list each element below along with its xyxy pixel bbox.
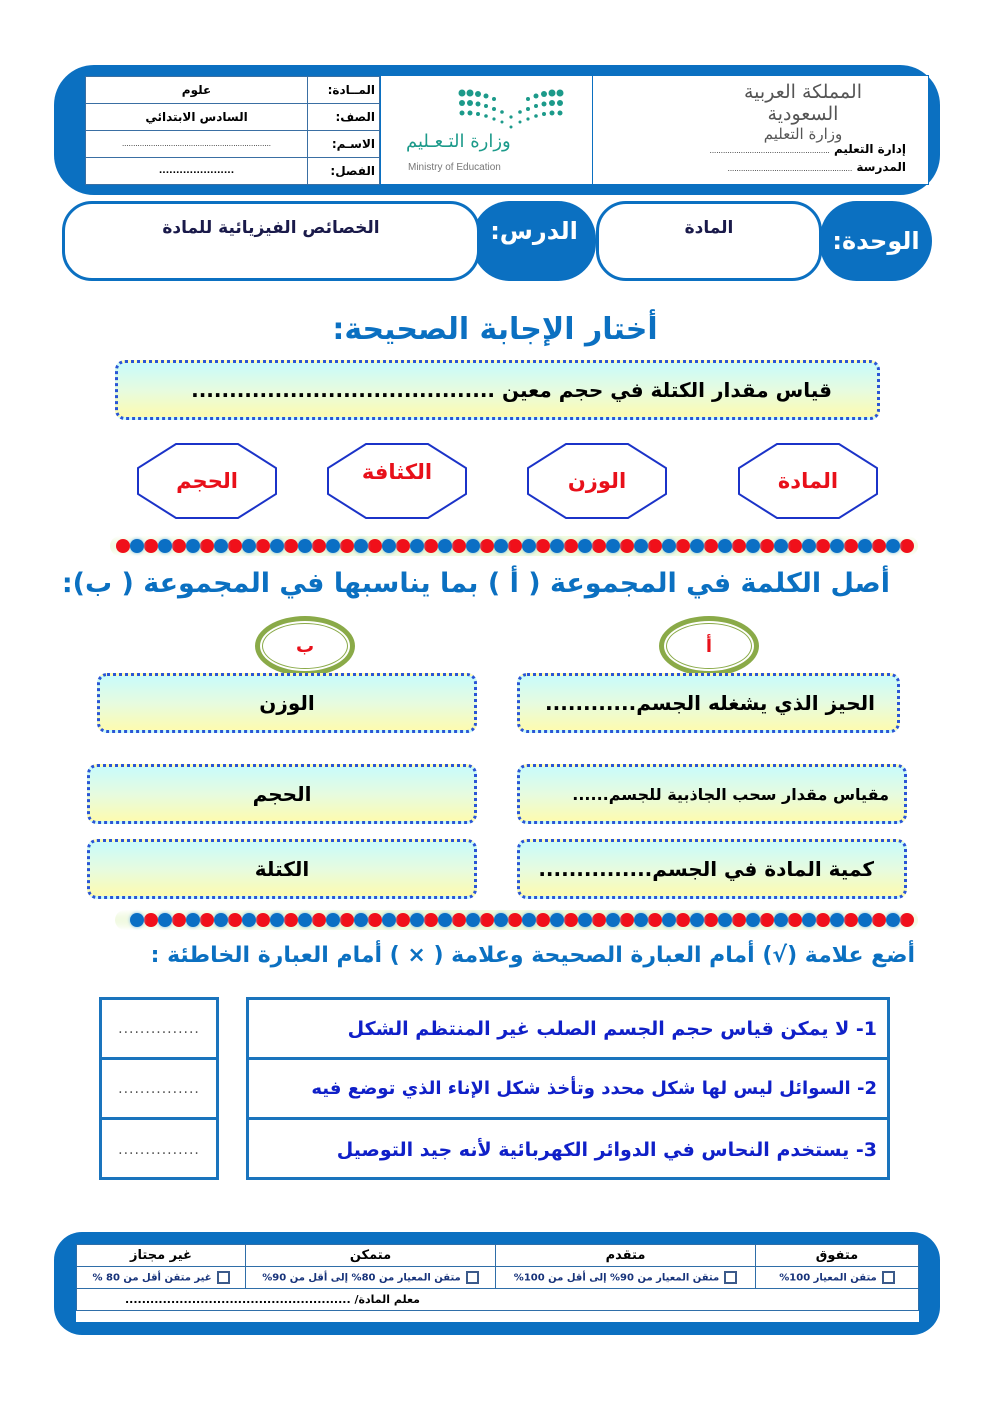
bead-dot [620,913,634,927]
bead-dot [312,913,326,927]
level-proficient: متمكن [246,1245,496,1267]
bead-dot [326,913,340,927]
education-admin-field[interactable]: ...................................................... [709,147,830,155]
level-excellent: متفوق [756,1245,919,1267]
bead-dot [186,539,200,553]
statement-row-1 [249,1000,887,1060]
bead-dot [564,539,578,553]
bead-dot [172,539,186,553]
assessment-table [75,1243,920,1323]
lesson-label: الدرس: [490,217,578,245]
group-b-item-2[interactable] [87,764,477,824]
bead-dot [788,539,802,553]
bead-dot [256,913,270,927]
unit-label-pill [820,201,932,281]
bead-dot [858,913,872,927]
bead-dot [172,913,186,927]
assessment-footer [54,1232,940,1335]
unit-label: الوحدة: [832,227,920,255]
bead-dot [746,913,760,927]
ministry-name-arabic: وزارة التـعـليم [406,131,511,152]
bead-dot [634,539,648,553]
bead-dot [746,539,760,553]
group-a-item-1[interactable] [517,673,900,733]
bead-dot [200,913,214,927]
choice-matter[interactable] [737,442,879,520]
bead-dot [900,539,914,553]
info-row-name [86,131,380,158]
bead-dot [802,913,816,927]
bead-dot [242,539,256,553]
bead-dot [214,539,228,553]
bead-dot [606,913,620,927]
bead-dot [354,913,368,927]
grade-label: الصف: [308,104,380,131]
bead-dot [494,539,508,553]
bead-dot [368,539,382,553]
criterion-text: متقن المعيار من 80% إلى أقل من 90% [262,1272,461,1284]
bead-dot [662,913,676,927]
section1-question-box [115,360,880,420]
answer-field-1[interactable]: ............... [102,1000,216,1060]
teacher-row [77,1289,919,1311]
bead-dot [760,913,774,927]
bead-dot [648,913,662,927]
lesson-value-box [62,201,480,281]
group-b-label: ب [295,635,315,657]
header-inner [84,75,929,185]
lesson-value: الخصائص الفيزيائية للمادة [162,218,380,238]
bead-dot [228,539,242,553]
kingdom-name: المملكة العربية السعودية [744,81,862,125]
criteria-row [77,1267,919,1289]
bead-dot [116,539,130,553]
ministry-name-english: Ministry of Education [408,162,501,173]
section2-title: أصل الكلمة في المجموعة ( أ ) بما يناسبها في المجموعة ( ب): [61,568,890,599]
bead-divider [115,910,918,930]
bead-dot [802,539,816,553]
bead-dot [340,539,354,553]
bead-dot [522,539,536,553]
bead-dot [606,539,620,553]
bead-dot [900,913,914,927]
choice-density[interactable] [326,442,468,520]
unit-value-box [596,201,822,281]
bead-dot [872,913,886,927]
school-line [728,160,906,174]
statement-text: 1- لا يمكن قياس حجم الجسم الصلب غير المنتظم الشكل [347,1017,877,1040]
bead-dot [424,913,438,927]
group-a-text: الحيز الذي يشغله الجسم............ [545,691,875,715]
group-a-badge [659,616,759,676]
kingdom-block [593,76,928,184]
kingdom-ministry: وزارة التعليم [763,124,843,143]
choice-volume[interactable] [136,442,278,520]
group-b-item-1[interactable] [97,673,477,733]
info-row-grade [86,104,380,131]
bead-dot [830,539,844,553]
bead-dot [676,913,690,927]
bead-dot [144,539,158,553]
choice-label: الوزن [567,469,627,493]
bead-dot [410,539,424,553]
bead-dot [480,539,494,553]
bead-dot [326,539,340,553]
criterion-not-passed [77,1267,246,1289]
bead-dot [816,539,830,553]
bead-dot [578,913,592,927]
ministry-dots-icon [456,88,566,132]
bead-dot [438,913,452,927]
bead-dot [256,539,270,553]
bead-dot [592,539,606,553]
teacher-signature[interactable]: معلم المادة/ ...................................................... [77,1289,919,1311]
section3-title: أضع علامة (√) أمام العبارة الصحيحة وعلامة ( × ) أمام العبارة الخاطئة : [150,943,915,968]
group-b-item-3[interactable] [87,839,477,899]
bead-dot [872,539,886,553]
education-admin-label: إدارة التعليم [833,142,906,156]
bead-dot [634,913,648,927]
lesson-label-pill [472,201,596,281]
statements-table [246,997,890,1180]
bead-dot [886,539,900,553]
info-row-subject [86,77,380,104]
answer-field-2[interactable]: ............... [102,1060,216,1120]
name-field[interactable]: ................................................................... [86,131,308,158]
bead-dot [228,913,242,927]
bead-dot [298,913,312,927]
education-admin-line [710,142,906,156]
bead-dot [382,913,396,927]
info-row-class [86,158,380,185]
group-a-label: أ [705,635,713,657]
bead-dot [284,539,298,553]
bead-dot [662,539,676,553]
bead-dot [844,539,858,553]
group-b-text: الحجم [252,782,312,806]
bead-dot [382,539,396,553]
checkbox-excellent[interactable] [882,1271,895,1284]
bead-dot [690,913,704,927]
unit-value: المادة [684,218,734,238]
bead-dot [186,913,200,927]
choice-label: الكثافة [361,460,433,484]
bead-dot [816,913,830,927]
bead-dot [466,539,480,553]
bead-dot [466,913,480,927]
bead-dot [424,539,438,553]
header-frame [54,65,940,195]
bead-dot [410,913,424,927]
statement-text: 2- السوائل ليس لها شكل محدد وتأخذ شكل الإناء الذي توضع فيه [311,1078,877,1099]
bead-dot [508,539,522,553]
bead-dot [774,913,788,927]
bead-dot [508,913,522,927]
answer-field-3[interactable]: ............... [118,1142,200,1158]
bead-dot [452,539,466,553]
kingdom-calligraphy [708,82,898,143]
criterion-proficient [246,1267,496,1289]
bead-divider [110,536,918,556]
bead-dot [158,539,172,553]
bead-dot [312,539,326,553]
group-b-badge [255,616,355,676]
levels-row [77,1245,919,1267]
bead-dot [718,539,732,553]
class-field[interactable]: ...................... [86,158,308,185]
bead-dot [368,913,382,927]
bead-dot [788,913,802,927]
choice-label: الحجم [176,469,238,493]
school-label: المدرسة [856,160,906,174]
answers-table [99,997,219,1180]
criterion-advanced [496,1267,756,1289]
section1-question: قياس مقدار الكتلة في حجم معين ........................................ [191,378,832,402]
bead-dot [564,913,578,927]
bead-dot [144,913,158,927]
bead-dot [760,539,774,553]
bead-dot [648,539,662,553]
school-field[interactable]: ........................................................ [727,165,853,173]
bead-dot [550,539,564,553]
bead-dot [676,539,690,553]
statement-text: 3- يستخدم النحاس في الدوائر الكهربائية لأنه جيد التوصيل [336,1139,877,1161]
checkbox-advanced[interactable] [724,1271,737,1284]
bead-dot [130,913,144,927]
group-b-text: الكتلة [254,857,310,881]
bead-dot [704,539,718,553]
bead-dot [886,913,900,927]
group-a-item-3[interactable] [517,839,907,899]
choice-weight[interactable] [526,442,668,520]
bead-dot [158,913,172,927]
bead-dot [732,913,746,927]
bead-dot [396,913,410,927]
criterion-text: غير متقن أقل من 80 % [92,1272,212,1284]
bead-dot [522,913,536,927]
bead-dot [396,539,410,553]
bead-dot [578,539,592,553]
bead-dot [704,913,718,927]
bead-dot [284,913,298,927]
bead-dot [270,539,284,553]
bead-dot [844,913,858,927]
bead-dot [270,913,284,927]
checkbox-proficient[interactable] [466,1271,479,1284]
subject-label: المــادة: [308,77,380,104]
criterion-text: متقن المعيار 100% [779,1272,877,1284]
bead-dot [858,539,872,553]
bead-dot [340,913,354,927]
criterion-text: متقن المعيار من 90% إلى أقل من 100% [513,1272,720,1284]
bead-dot [830,913,844,927]
class-label: الفصل: [308,158,380,185]
bead-dot [592,913,606,927]
group-a-text: مقياس مقدار سحب الجاذبية للجسم...... [572,784,889,804]
bead-dot [200,539,214,553]
criterion-excellent [756,1267,919,1289]
bead-dot [690,539,704,553]
bead-dot [452,913,466,927]
bead-dot [536,539,550,553]
bead-dot [242,913,256,927]
bead-dot [620,539,634,553]
bead-dot [214,913,228,927]
group-a-item-2[interactable] [517,764,907,824]
choice-label: المادة [777,469,839,493]
bead-dot [494,913,508,927]
grade-value: السادس الابتدائي [86,104,308,131]
bead-dot [536,913,550,927]
ministry-logo [381,76,593,184]
student-info-table [85,76,381,184]
section1-title: أختار الإجابة الصحيحة: [332,312,658,347]
bead-dot [298,539,312,553]
bead-dot [130,539,144,553]
statement-row-2 [249,1060,887,1120]
bead-dot [480,913,494,927]
subject-value: علوم [86,77,308,104]
checkbox-not-passed[interactable] [217,1271,230,1284]
bead-dot [550,913,564,927]
bead-dot [774,539,788,553]
group-b-text: الوزن [259,691,315,715]
bead-dot [438,539,452,553]
statement-row-3 [249,1120,887,1180]
bead-dot [732,539,746,553]
name-label: الاسـم: [308,131,380,158]
level-not-passed: غير مجتاز [77,1245,246,1267]
level-advanced: متقدم [496,1245,756,1267]
bead-dot [354,539,368,553]
bead-dot [718,913,732,927]
group-a-text: كمية المادة في الجسم............... [538,857,874,881]
